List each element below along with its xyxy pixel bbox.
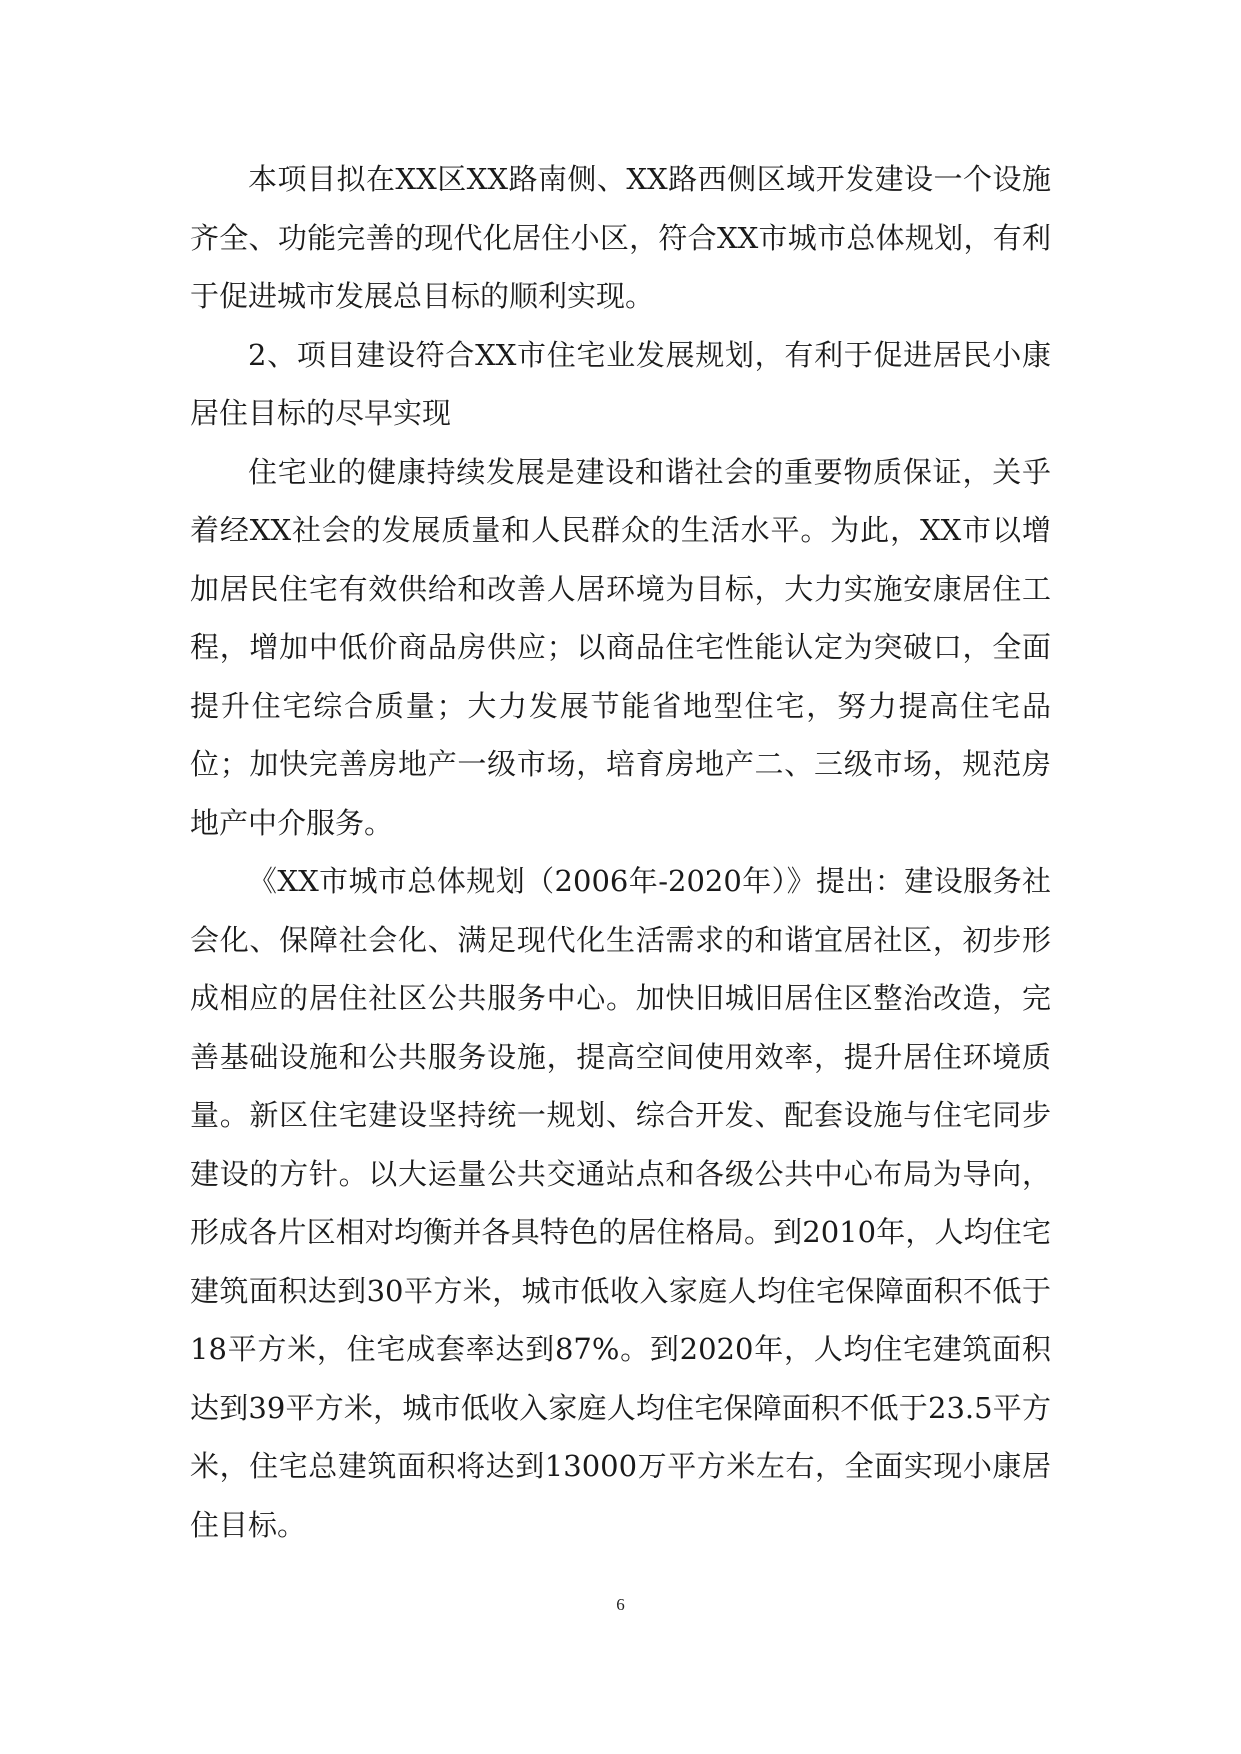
paragraph-plan: 《XX市城市总体规划（2006年-2020年）》提出：建设服务社会化、保障社会化、满足现代化生活需求的和谐宜居社区，初步形成相应的居住社区公共服务中心。加快旧城旧居住区整治改造，完善基础设施和公共服务设施，提高空间使用效率，提升居住环境质量。新区住宅建设坚持统一规划、综合开发、配套设施与住宅同步建设的方针。以大运量公共交通站点和各级公共中心布局为导向，形成各片区相对均衡并各具特色的居住格局。到2010年，人均住宅建筑面积达到30平方米，城市低收入家庭人均住宅保障面积不低于18平方米，住宅成套率达到87%。到2020年，人均住宅建筑面积达到39平方米，城市低收入家庭人均住宅保障面积不低于23.5平方米，住宅总建筑面积将达到13000万平方米左右，全面实现小康居住目标。 xyxy=(190,864,1051,1542)
page-number: 6 xyxy=(616,1595,625,1614)
paragraph-intro: 本项目拟在XX区XX路南侧、XX路西侧区域开发建设一个设施齐全、功能完善的现代化居住小区，符合XX市城市总体规划，有利于促进城市发展总目标的顺利实现。 xyxy=(190,162,1051,313)
paragraph-housing: 住宅业的健康持续发展是建设和谐社会的重要物质保证，关乎着经XX社会的发展质量和人民群众的生活水平。为此，XX市以增加居民住宅有效供给和改善人居环境为目标，大力实施安康居住工程，增加中低价商品房供应；以商品住宅性能认定为突破口，全面提升住宅综合质量；大力发展节能省地型住宅，努力提高住宅品位；加快完善房地产一级市场，培育房地产二、三级市场，规范房地产中介服务。 xyxy=(190,454,1051,840)
body-text xyxy=(190,150,1051,1554)
section-heading: 2、项目建设符合XX市住宅业发展规划，有利于促进居民小康居住目标的尽早实现 xyxy=(190,337,1051,430)
